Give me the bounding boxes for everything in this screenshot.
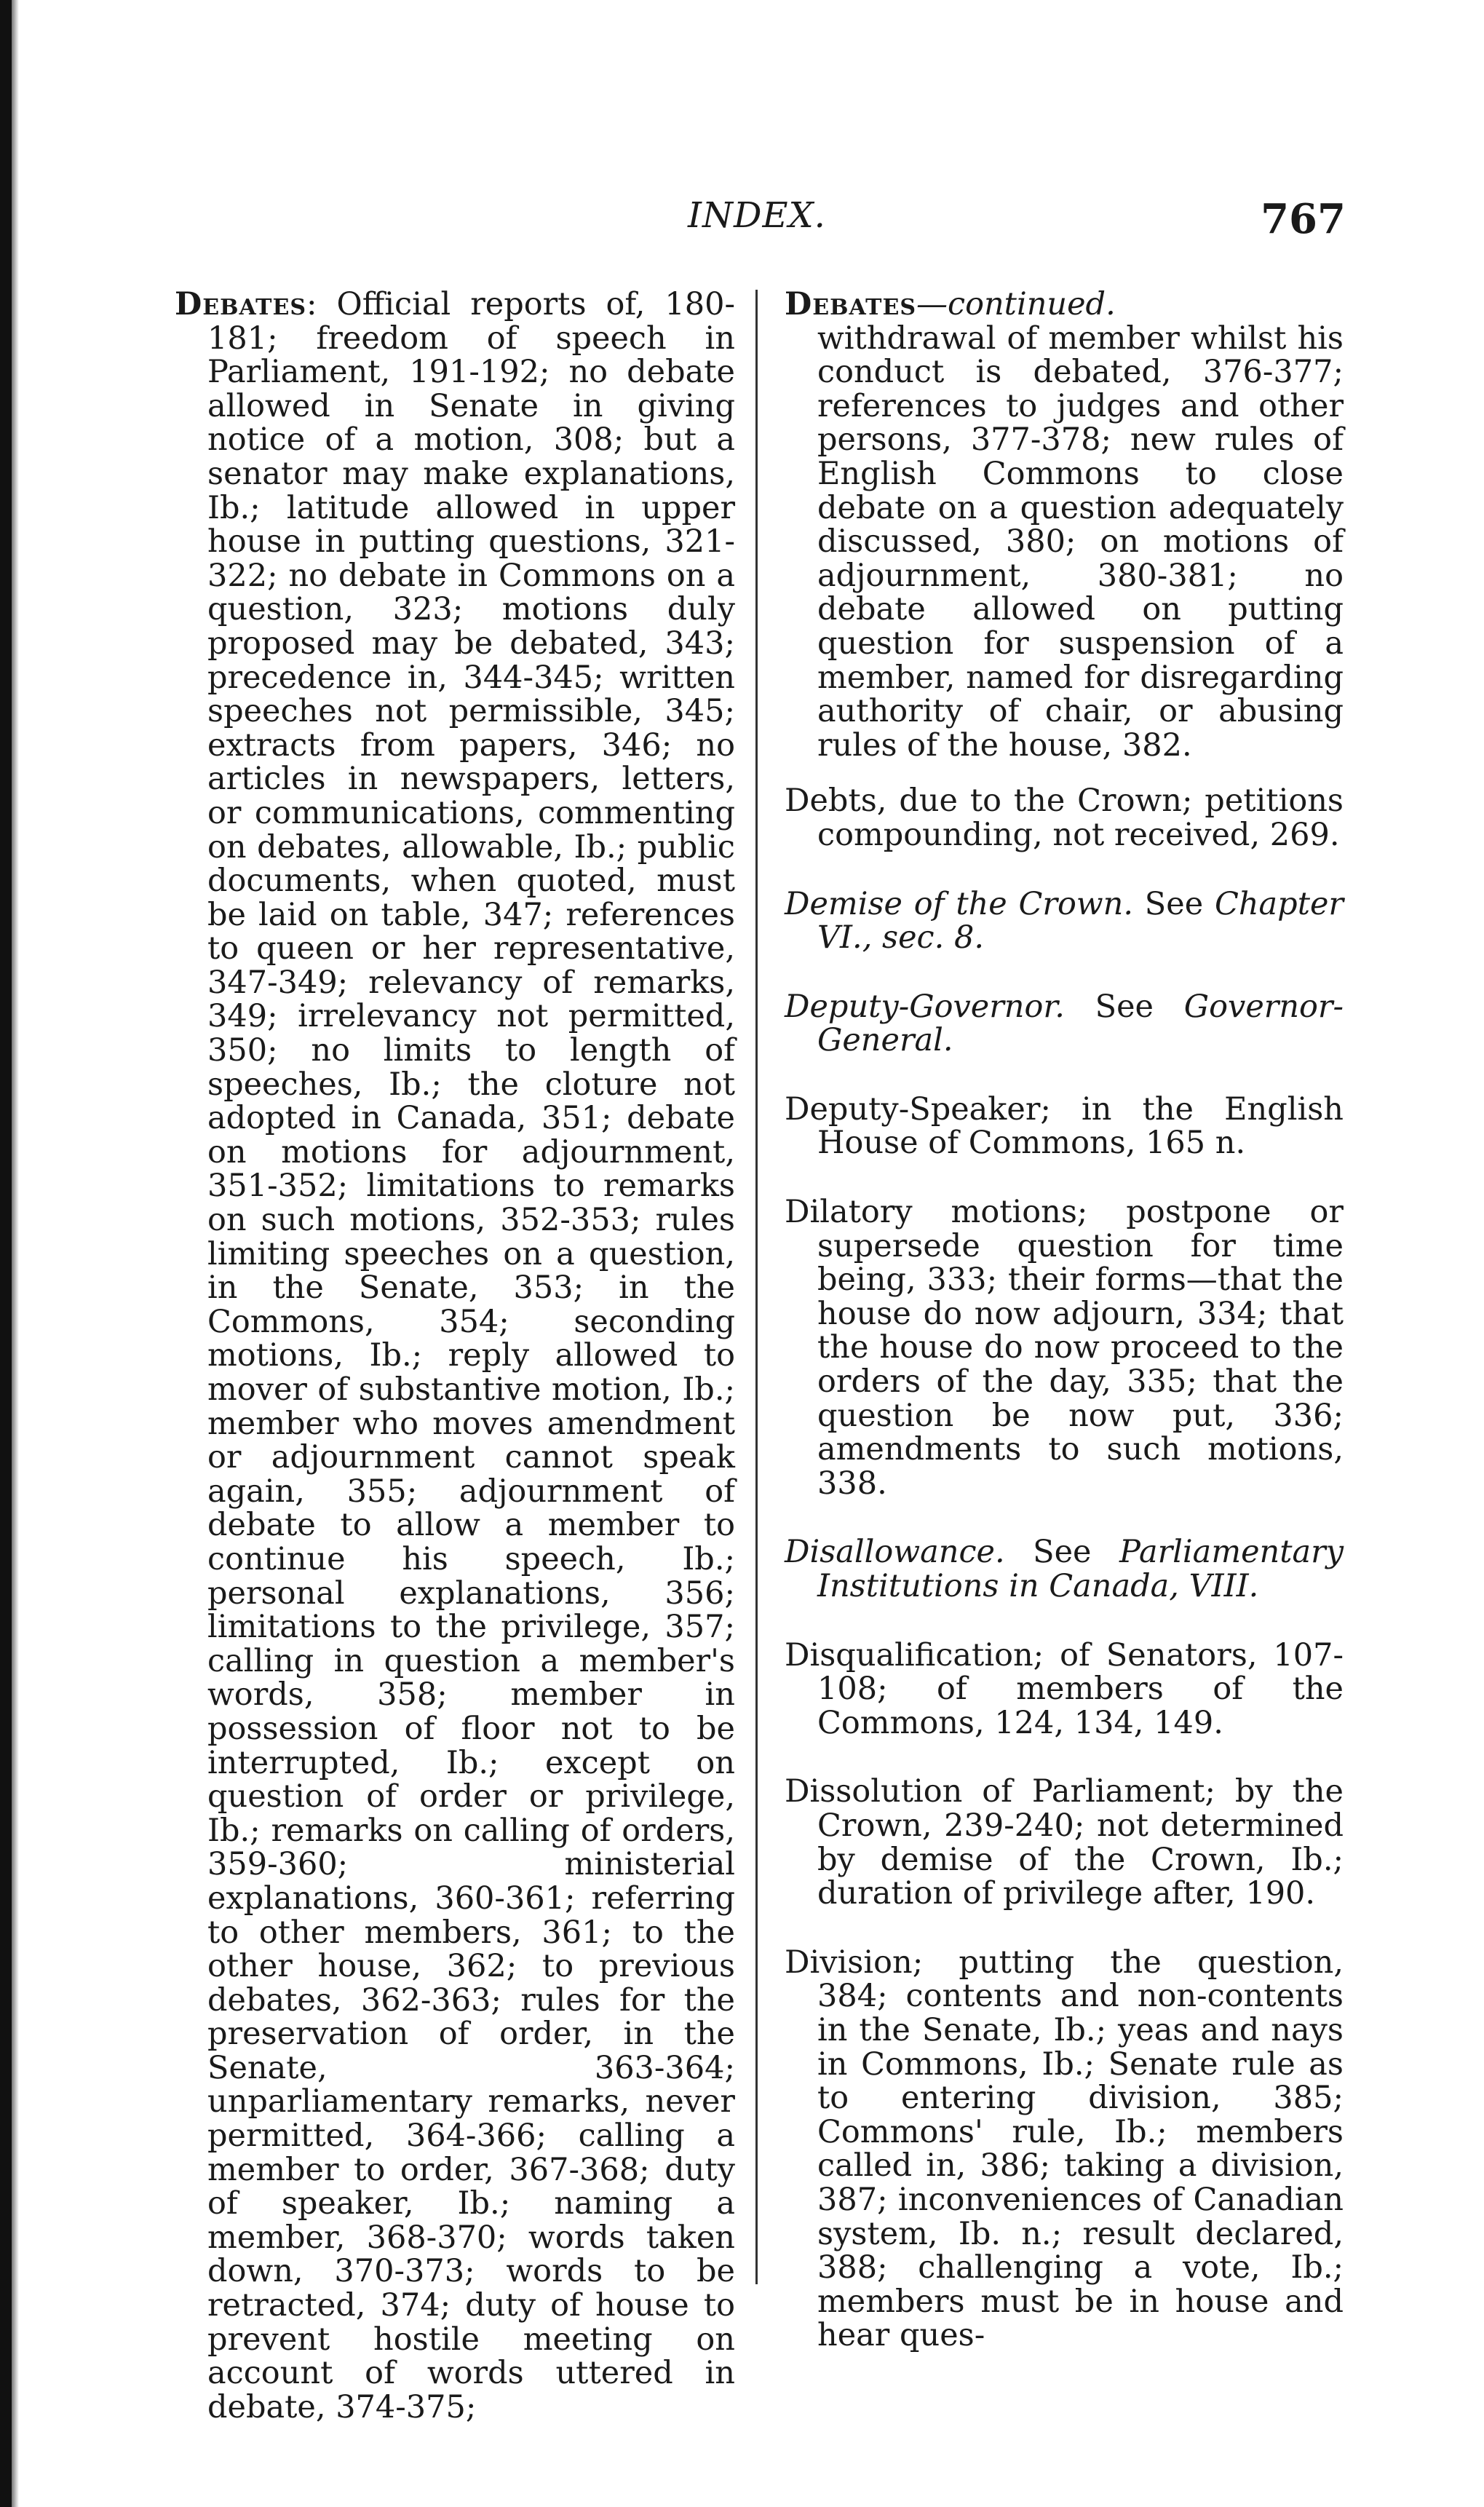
see-label: See xyxy=(1004,1534,1119,1571)
running-title: INDEX. xyxy=(688,195,826,236)
entry-text: : Official reports of, 180-181; freedom of speech in Parliament, 191-192; no debate allowed in Senate in giving notice of a motion, 308; but a senator may make explanations, Ib.; latitude allowed in upper house in putting questions, 321-322; no debate in Commons on a question, 323; motions duly proposed may be debated, 343; precedence in, 344-345; written speeches not permissible, 345; extracts from papers, 346; no articles in newspapers, letters, or communications, commenting on debates, allowable, Ib.; public documents, when quoted, must be laid on table, 347; references to queen or her representative, 347-349; relevancy of remarks, 349; irrelevancy not permitted, 350; no limits to length of speeches, Ib.; the cloture not adopted in Canada, 351; debate on motions for adjournment, 351-352; limitations to remarks on such motions, 352-353; rules limiting speeches on a question, in the Senate, 353; in the Commons, 354; seconding motions, Ib.; reply allowed to mover of substantive motion, Ib.; member who moves amendment or adjournment cannot speak again, 355; adjournment of debate to allow a member to continue his speech, Ib.; personal explanations, 356; limitations to the privilege, 357; calling in question a member's words, 358; member in possession of floor not to be interrupted, Ib.; except on question of order or privilege, Ib.; remarks on calling of orders, 359-360; ministerial explanations, 360-361; referring to other members, 361; to the other house, 362; to previous debates, 362-363; rules for the preservation of order, in the Senate, 363-364; unparliamentary remarks, never permitted, 364-366; calling a member to order, 367-368; duty of speaker, Ib.; naming a member, 368-370; words taken down, 370-373; words to be retracted, 374; duty of house to prevent hostile meeting on account of words uttered in debate, 374-375; xyxy=(207,286,735,2425)
entry-text: ; in the English House of Commons, 165 n. xyxy=(817,1090,1344,1162)
entry-head: Deputy-Governor. xyxy=(785,988,1065,1025)
right-column xyxy=(785,288,1344,2388)
index-entry-deputy-governor xyxy=(785,990,1344,1058)
entry-paragraph xyxy=(175,288,735,2424)
index-entry-debts xyxy=(785,784,1344,852)
column-divider xyxy=(755,290,758,2284)
see-label: See xyxy=(1133,885,1215,922)
continued-head: Debates xyxy=(785,286,917,322)
left-column xyxy=(175,288,735,2459)
entry-paragraph xyxy=(785,1775,1344,1910)
entry-text: ; postpone or supersede question for time being, 333; their forms—that the house do now adjourn, 334; that the house do now proceed to the orders of the day, 335; that the question be now put, 336; amendments to such motions, 338. xyxy=(817,1194,1344,1502)
continued-label: —continued. xyxy=(916,286,1116,322)
index-entry-debates-continued xyxy=(785,288,1344,762)
entry-paragraph xyxy=(785,1535,1344,1603)
entry-head: Debts xyxy=(785,783,877,820)
see-label: See xyxy=(1064,988,1184,1025)
entry-head: Disallowance. xyxy=(785,1534,1005,1571)
cross-reference: Chapter VI., sec. 8. xyxy=(817,885,1344,957)
entry-text: , due to the Crown; petitions compounding, not received, 269. xyxy=(817,783,1344,853)
entry-paragraph xyxy=(785,784,1344,852)
entry-paragraph xyxy=(785,1946,1344,2353)
entry-paragraph xyxy=(785,990,1344,1058)
continued-heading xyxy=(785,288,1344,322)
entry-paragraph xyxy=(785,887,1344,955)
entry-text: ; of Senators, 107-108; of members of the Commons, 124, 134, 149. xyxy=(817,1636,1344,1741)
index-entry-debates xyxy=(175,288,735,2424)
page-binding-shadow xyxy=(12,0,19,2507)
entry-head: Deputy-Speaker xyxy=(785,1090,1041,1128)
entry-head: Demise of the Crown. xyxy=(785,885,1134,922)
index-entry-dissolution-of-parliament xyxy=(785,1775,1344,1910)
cross-reference: Parliamentary Institutions in Canada, VIII. xyxy=(817,1534,1344,1604)
index-entry-deputy-speaker xyxy=(785,1090,1344,1162)
index-entry-division xyxy=(785,1946,1344,2353)
index-entry-disallowance xyxy=(785,1535,1344,1603)
entry-head: Division xyxy=(785,1944,913,1981)
page-number: 767 xyxy=(1261,195,1346,243)
entry-paragraph xyxy=(785,1195,1344,1500)
entry-text: ; by the Crown, 239-240; not determined by demise of the Crown, Ib.; duration of privilege after, 190. xyxy=(817,1773,1344,1912)
cross-reference: Governor-General. xyxy=(817,988,1344,1059)
entry-text: ; putting the question, 384; contents and non-contents in the Senate, Ib.; yeas and nays in Commons, Ib.; Senate rule as to entering division, 385; Commons' rule, Ib.; members called in, 386; taking a division, 387; inconveniences of Canadian system, Ib. n.; result declared, 388; challenging a vote, Ib.; members must be in house and hear ques- xyxy=(817,1944,1344,2354)
entry-head: Debates xyxy=(175,286,307,322)
entry-paragraph xyxy=(785,1090,1344,1162)
index-entry-demise-of-the-crown xyxy=(785,887,1344,955)
entry-paragraph xyxy=(785,1636,1344,1741)
page-binding-edge xyxy=(0,0,12,2507)
page-header xyxy=(197,195,1346,253)
index-entry-disqualification xyxy=(785,1636,1344,1741)
entry-head: Dissolution of Parliament xyxy=(785,1773,1205,1810)
index-entry-dilatory-motions xyxy=(785,1195,1344,1500)
entry-head: Disqualification xyxy=(785,1636,1033,1674)
continued-text: withdrawal of member whilst his conduct is debated, 376-377; references to judges and other persons, 377-378; new rules of English Commons to close debate on a question adequately discussed, 380; on motions of adjournment, 380-381; no debate allowed on putting question for suspension of a member, named for disregarding authority of chair, or abusing rules of the house, 382. xyxy=(817,320,1344,764)
entry-head: Dilatory motions xyxy=(785,1194,1077,1231)
